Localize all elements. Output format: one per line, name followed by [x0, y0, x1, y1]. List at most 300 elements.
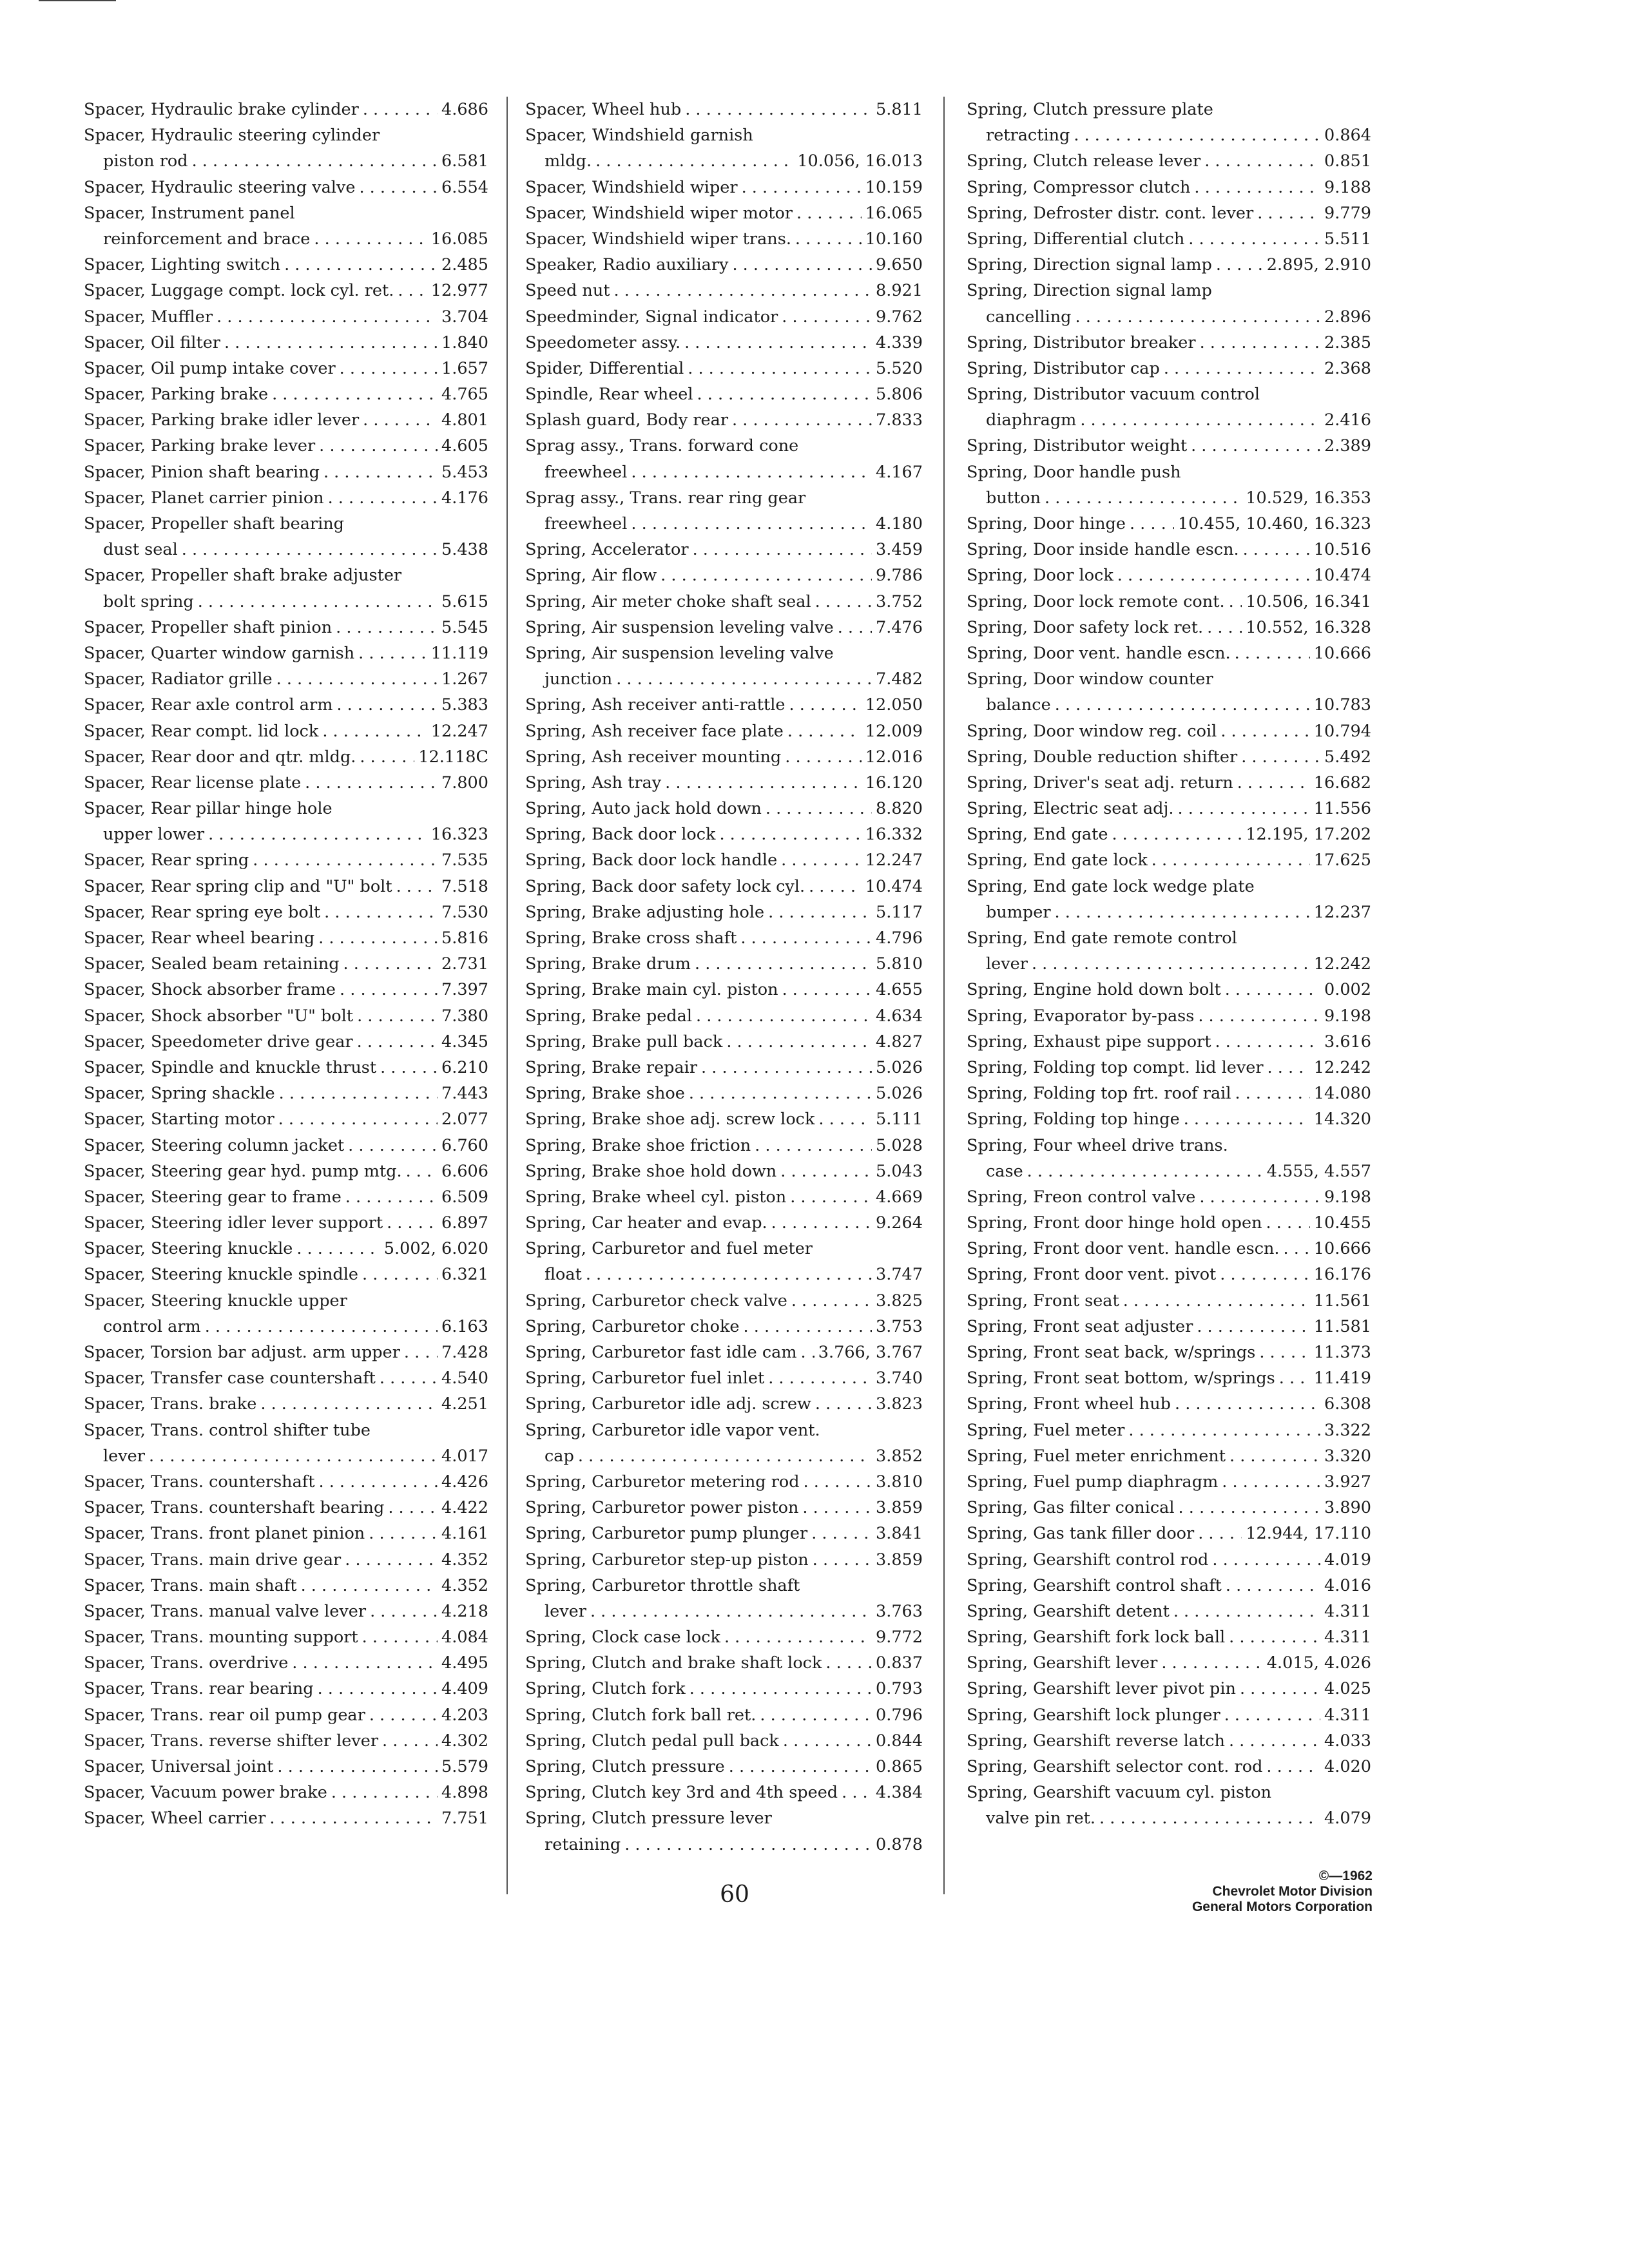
index-entry: [525, 537, 923, 562]
index-entry: [967, 1547, 1371, 1573]
dot-leader: [1173, 1599, 1320, 1624]
dot-leader: [1259, 1340, 1309, 1365]
entry-name: Spring, Four wheel drive trans.: [967, 1135, 1228, 1155]
entry-reference: 3.927: [1324, 1472, 1371, 1492]
dot-leader: [305, 770, 438, 796]
entry-name: Spring, Evaporator by-pass: [967, 1006, 1195, 1026]
dot-leader: [1200, 330, 1320, 356]
dot-leader: [331, 1780, 438, 1805]
entry-reference: 16.120: [865, 773, 923, 793]
entry-reference: 9.772: [875, 1628, 923, 1648]
entry-name: Spring, Brake repair: [525, 1057, 698, 1077]
dot-leader: [1235, 640, 1310, 666]
index-entry: [525, 1573, 923, 1599]
index-entry: [967, 1573, 1371, 1599]
index-entry: [967, 666, 1371, 692]
dot-leader: [791, 1288, 872, 1314]
entry-name: Spacer, Pinion shaft bearing: [84, 462, 320, 482]
dot-leader: [783, 1728, 872, 1754]
entry-name: valve pin ret.: [986, 1809, 1096, 1829]
entry-reference: 8.921: [875, 281, 923, 301]
entry-reference: 5.816: [441, 928, 488, 948]
entry-name: mldg.: [545, 151, 592, 171]
entry-name: Spring, Folding top compt. lid lever: [967, 1057, 1264, 1077]
index-entry: [84, 718, 488, 744]
entry-reference: 6.321: [441, 1265, 488, 1285]
entry-name: Spring, Door lock remote cont.: [967, 591, 1225, 611]
entry-name: Spring, Distributor cap: [967, 358, 1160, 378]
entry-name: Spring, Carburetor idle vapor vent.: [525, 1420, 820, 1440]
dot-leader: [789, 692, 862, 718]
dot-leader: [780, 1158, 872, 1184]
index-entry: [525, 1081, 923, 1106]
index-entry: [525, 1469, 923, 1495]
index-entry: [84, 1780, 488, 1805]
entry-name: Spacer, Trans. manual valve lever: [84, 1601, 367, 1621]
entry-name: float: [545, 1265, 582, 1285]
entry-reference: 12.050: [865, 695, 923, 715]
entry-reference: 3.747: [875, 1265, 923, 1285]
dot-leader: [253, 847, 438, 873]
dot-leader: [260, 1391, 438, 1417]
dot-leader: [1284, 1236, 1310, 1262]
entry-name: Spring, Brake shoe: [525, 1084, 685, 1104]
dot-leader: [842, 1780, 872, 1805]
entry-name: Spacer, Windshield wiper trans.: [525, 229, 791, 249]
dot-leader: [369, 1702, 438, 1728]
entry-reference: 6.554: [441, 177, 488, 197]
entry-name: Spring, Gearshift control rod: [967, 1550, 1209, 1570]
entry-reference: 7.833: [875, 410, 923, 430]
entry-name: Spacer, Steering knuckle upper: [84, 1291, 347, 1311]
index-entry: [84, 1106, 488, 1132]
dot-leader: [1099, 1805, 1320, 1831]
index-entry: [967, 951, 1371, 977]
index-entry: [84, 511, 488, 537]
entry-name: Spring, End gate: [967, 825, 1108, 845]
entry-name: Sprag assy., Trans. rear ring gear: [525, 488, 806, 508]
entry-name: Spring, Door handle push: [967, 462, 1181, 482]
entry-reference: 2.416: [1324, 410, 1371, 430]
entry-name: Spring, Clutch fork ball ret.: [525, 1705, 757, 1725]
dot-leader: [1123, 1288, 1310, 1314]
dot-leader: [590, 1599, 872, 1624]
entry-name: diaphragm: [986, 410, 1077, 430]
entry-name: Spring, Ash receiver anti-rattle: [525, 695, 786, 715]
entry-name: Spring, Clutch key 3rd and 4th speed: [525, 1783, 838, 1803]
entry-name: Spring, Front seat back, w/springs: [967, 1343, 1256, 1362]
entry-reference: 10.056, 16.013: [797, 151, 923, 171]
index-entry: [525, 1805, 923, 1831]
index-entry: [525, 1365, 923, 1391]
column-divider: [943, 97, 945, 1894]
entry-name: Spring, Brake cross shaft: [525, 928, 737, 948]
index-entry: [84, 304, 488, 330]
entry-name: Spring, Brake shoe adj. screw lock: [525, 1110, 815, 1129]
entry-name: Spacer, Oil filter: [84, 332, 220, 352]
dot-leader: [380, 1365, 438, 1391]
index-entry: [84, 1702, 488, 1728]
entry-reference: 5.806: [875, 385, 923, 405]
entry-name: bumper: [986, 902, 1051, 922]
entry-reference: 1.267: [441, 669, 488, 689]
entry-name: Speedminder, Signal indicator: [525, 307, 778, 327]
dot-leader: [363, 97, 438, 122]
dot-leader: [362, 1262, 438, 1287]
entry-reference: 3.616: [1324, 1032, 1371, 1052]
entry-reference: 12.944, 17.110: [1246, 1524, 1371, 1544]
index-entry: [967, 304, 1371, 330]
entry-name: Spacer, Steering gear to frame: [84, 1187, 342, 1207]
dot-leader: [1235, 1081, 1310, 1106]
dot-leader: [1152, 847, 1310, 873]
entry-name: Spring, Clutch pressure plate: [967, 100, 1213, 119]
dot-leader: [809, 874, 862, 899]
index-entry: [967, 381, 1371, 407]
entry-reference: 4.180: [875, 514, 923, 533]
entry-name: reinforcement and brace: [103, 229, 311, 249]
index-entry: [525, 433, 923, 459]
dot-leader: [1191, 433, 1320, 459]
dot-leader: [406, 1158, 438, 1184]
dot-leader: [336, 615, 438, 640]
entry-name: Spacer, Trans. mounting support: [84, 1628, 358, 1648]
entry-reference: 4.495: [441, 1653, 488, 1673]
dot-leader: [689, 1081, 872, 1106]
entry-reference: 5.615: [441, 591, 488, 611]
index-entry: [84, 770, 488, 796]
index-column-1: [84, 97, 488, 1832]
entry-name: Spring, Carburetor metering rod: [525, 1472, 800, 1492]
dot-leader: [277, 1754, 438, 1780]
index-entry: [967, 899, 1371, 925]
entry-name: Spacer, Rear axle control arm: [84, 695, 333, 715]
entry-name: Spacer, Steering gear hyd. pump mtg.: [84, 1161, 402, 1181]
dot-leader: [1268, 1055, 1310, 1081]
entry-name: Spring, Front door vent. handle escn.: [967, 1239, 1280, 1259]
entry-name: Spring, Carburetor step-up piston: [525, 1550, 809, 1570]
entry-reference: 11.561: [1313, 1291, 1371, 1311]
copyright-block: [1044, 1869, 1373, 1915]
entry-name: Spring, Auto jack hold down: [525, 799, 762, 819]
entry-name: Spacer, Parking brake: [84, 385, 269, 405]
entry-name: Spring, Clutch pedal pull back: [525, 1731, 779, 1751]
index-entry: [84, 175, 488, 200]
index-entry: [84, 977, 488, 1003]
dot-leader: [804, 1469, 872, 1495]
dot-leader: [695, 951, 872, 977]
index-entry: [84, 1495, 488, 1521]
entry-name: Spring, Electric seat adj.: [967, 799, 1174, 819]
entry-name: Spring, Carburetor and fuel meter: [525, 1239, 813, 1259]
index-entry: [84, 1055, 488, 1081]
dot-leader: [269, 1805, 438, 1831]
entry-reference: 9.198: [1324, 1006, 1371, 1026]
index-column-3: [967, 97, 1371, 1832]
index-entry: [84, 252, 488, 278]
index-entry: [84, 1469, 488, 1495]
entry-reference: 6.606: [441, 1161, 488, 1181]
dot-leader: [1220, 1262, 1309, 1287]
entry-name: Spring, Fuel meter enrichment: [967, 1446, 1226, 1466]
entry-name: Spring, Front seat bottom, w/springs: [967, 1369, 1275, 1389]
index-entry: [84, 1624, 488, 1650]
entry-reference: 4.218: [441, 1601, 488, 1621]
entry-reference: 16.323: [430, 825, 488, 845]
entry-reference: 3.841: [875, 1524, 923, 1544]
entry-reference: 6.308: [1324, 1394, 1371, 1414]
entry-name: Spacer, Spindle and knuckle thrust: [84, 1057, 377, 1077]
index-entry: [967, 1158, 1371, 1184]
entry-name: Spring, Gas tank filler door: [967, 1524, 1195, 1544]
entry-name: Spring, Gearshift lever: [967, 1653, 1158, 1673]
index-entry: [967, 433, 1371, 459]
entry-name: Spring, Door window reg. coil: [967, 721, 1217, 741]
index-entry: [967, 1133, 1371, 1158]
entry-reference: 10.474: [865, 876, 923, 896]
entry-reference: 4.025: [1324, 1679, 1371, 1699]
entry-name: Spacer, Spring shackle: [84, 1084, 275, 1104]
index-entry: [525, 1184, 923, 1210]
entry-name: Spacer, Wheel carrier: [84, 1809, 266, 1829]
dot-leader: [1197, 1314, 1309, 1340]
entry-reference: 5.811: [875, 100, 923, 119]
entry-name: Spacer, Rear pillar hinge hole: [84, 799, 333, 819]
entry-name: Spring, Accelerator: [525, 540, 689, 560]
entry-name: balance: [986, 695, 1051, 715]
entry-reference: 4.384: [875, 1783, 923, 1803]
entry-reference: 4.540: [441, 1369, 488, 1389]
index-entry: [967, 847, 1371, 873]
entry-reference: 6.210: [441, 1057, 488, 1077]
entry-name: Spring, Air flow: [525, 566, 657, 586]
entry-name: Spring, Carburetor idle adj. screw: [525, 1394, 811, 1414]
entry-name: Spring, Fuel pump diaphragm: [967, 1472, 1219, 1492]
dot-leader: [359, 175, 438, 200]
index-entry: [967, 278, 1371, 303]
index-entry: [525, 744, 923, 770]
dot-leader: [1188, 226, 1320, 252]
entry-name: Spring, Door safety lock ret.: [967, 617, 1204, 637]
dot-leader: [732, 252, 872, 278]
dot-leader: [595, 148, 793, 174]
entry-name: Sprag assy., Trans. forward cone: [525, 436, 799, 456]
entry-name: Spring, Brake wheel cyl. piston: [525, 1187, 787, 1207]
entry-name: Spacer, Rear compt. lid lock: [84, 721, 319, 741]
entry-reference: 9.198: [1324, 1187, 1371, 1207]
index-entry: [84, 537, 488, 562]
entry-name: Speed nut: [525, 281, 610, 301]
entry-name: cancelling: [986, 307, 1072, 327]
entry-reference: 4.555, 4.557: [1266, 1161, 1371, 1181]
index-entry: [84, 97, 488, 122]
dot-leader: [815, 589, 872, 615]
entry-name: Spacer, Trans. brake: [84, 1394, 257, 1414]
entry-reference: 7.397: [441, 980, 488, 1000]
dot-leader: [782, 304, 872, 330]
entry-reference: 4.161: [441, 1524, 488, 1544]
dot-leader: [740, 925, 872, 951]
entry-name: Spacer, Trans. control shifter tube: [84, 1420, 371, 1440]
entry-name: control arm: [103, 1316, 201, 1336]
entry-reference: 4.352: [441, 1575, 488, 1595]
entry-name: Spacer, Radiator grille: [84, 669, 273, 689]
index-entry: [967, 1650, 1371, 1676]
index-entry: [967, 1443, 1371, 1469]
entry-name: Spring, Gearshift reverse latch: [967, 1731, 1225, 1751]
corporation-name: General Motors Corporation: [1191, 1899, 1373, 1914]
index-entry: [525, 847, 923, 873]
dot-leader: [732, 407, 872, 433]
entry-reference: 3.763: [875, 1601, 923, 1621]
dot-leader: [1237, 770, 1310, 796]
entry-name: Spindle, Rear wheel: [525, 385, 693, 405]
dot-leader: [1112, 822, 1242, 847]
dot-leader: [1266, 1754, 1320, 1780]
index-entry: [967, 1599, 1371, 1624]
entry-reference: 8.820: [875, 799, 923, 819]
entry-name: Spacer, Trans. front planet pinion: [84, 1524, 365, 1544]
entry-name: Spacer, Rear door and qtr. mldg.: [84, 747, 356, 767]
entry-reference: 1.657: [441, 358, 488, 378]
entry-name: Spring, Front wheel hub: [967, 1394, 1171, 1414]
entry-name: Spring, Driver's seat adj. return: [967, 773, 1233, 793]
entry-name: Spacer, Propeller shaft brake adjuster: [84, 566, 402, 586]
index-entry: [967, 925, 1371, 951]
dot-leader: [1117, 562, 1310, 588]
index-entry: [84, 1003, 488, 1029]
dot-leader: [760, 1702, 872, 1728]
dot-leader: [1055, 899, 1310, 925]
dot-leader: [340, 977, 438, 1003]
dot-leader: [1198, 1003, 1320, 1029]
index-entry: [525, 1158, 923, 1184]
entry-name: Spring, Gearshift fork lock ball: [967, 1628, 1226, 1648]
entry-name: Spacer, Starting motor: [84, 1110, 275, 1129]
entry-reference: 0.878: [875, 1834, 923, 1854]
index-column-2: [525, 97, 923, 1858]
entry-reference: 3.704: [441, 307, 488, 327]
dot-leader: [1257, 200, 1320, 226]
index-entry: [525, 148, 923, 174]
column-divider: [506, 97, 508, 1894]
dot-leader: [815, 1391, 872, 1417]
index-entry: [967, 1029, 1371, 1055]
entry-name: Spring, Carburetor choke: [525, 1316, 740, 1336]
entry-name: Spacer, Trans. reverse shifter lever: [84, 1731, 379, 1751]
index-entry: [84, 640, 488, 666]
entry-reference: 2.895, 2.910: [1266, 255, 1371, 275]
entry-reference: 4.251: [441, 1394, 488, 1414]
entry-reference: 4.020: [1324, 1757, 1371, 1776]
entry-reference: 0.837: [875, 1653, 923, 1673]
index-entry: [967, 615, 1371, 640]
dot-leader: [192, 148, 438, 174]
entry-reference: 1.840: [441, 332, 488, 352]
index-entry: [525, 175, 923, 200]
entry-reference: 10.506, 16.341: [1246, 591, 1371, 611]
entry-reference: 2.385: [1324, 332, 1371, 352]
index-entry: [967, 1210, 1371, 1236]
entry-name: Spring, Carburetor power piston: [525, 1498, 799, 1518]
dot-leader: [811, 1521, 872, 1546]
entry-name: Spring, Defroster distr. cont. lever: [967, 203, 1254, 223]
entry-reference: 2.368: [1324, 358, 1371, 378]
dot-leader: [1027, 1158, 1263, 1184]
entry-name: Spring, Brake main cyl. piston: [525, 980, 778, 1000]
index-entry: [84, 1418, 488, 1443]
entry-name: Spring, Gearshift selector cont. rod: [967, 1757, 1263, 1776]
index-entry: [525, 226, 923, 252]
entry-reference: 2.896: [1324, 307, 1371, 327]
entry-name: freewheel: [545, 462, 628, 482]
entry-reference: 7.751: [441, 1809, 488, 1829]
index-entry: [84, 692, 488, 718]
index-entry: [84, 1236, 488, 1262]
entry-name: Spacer, Trans. rear oil pump gear: [84, 1705, 365, 1725]
entry-reference: 4.898: [441, 1783, 488, 1803]
index-entry: [84, 1728, 488, 1754]
entry-reference: 10.552, 16.328: [1246, 617, 1371, 637]
entry-reference: 4.634: [875, 1006, 923, 1026]
index-entry: [967, 640, 1371, 666]
index-entry: [967, 226, 1371, 252]
entry-name: Spring, Engine hold down bolt: [967, 980, 1221, 1000]
dot-leader: [387, 1210, 438, 1236]
index-entry: [84, 796, 488, 822]
entry-name: Spacer, Hydraulic brake cylinder: [84, 100, 359, 119]
index-entry: [525, 304, 923, 330]
dot-leader: [1194, 175, 1320, 200]
index-entry: [84, 925, 488, 951]
entry-name: Spacer, Speedometer drive gear: [84, 1032, 353, 1052]
entry-name: Spring, End gate remote control: [967, 928, 1237, 948]
entry-name: Spring, Gearshift vacuum cyl. piston: [967, 1783, 1272, 1803]
entry-reference: 5.492: [1324, 747, 1371, 767]
dot-leader: [1198, 1521, 1242, 1546]
entry-reference: 5.810: [875, 954, 923, 974]
entry-name: Spring, Distributor breaker: [967, 332, 1196, 352]
dot-leader: [766, 796, 872, 822]
entry-reference: 7.380: [441, 1006, 488, 1026]
index-entry: [525, 977, 923, 1003]
index-entry: [84, 1599, 488, 1624]
entry-reference: 4.669: [875, 1187, 923, 1207]
dot-leader: [318, 925, 438, 951]
index-entry: [967, 874, 1371, 899]
index-entry: [84, 1288, 488, 1314]
entry-reference: 7.476: [875, 617, 923, 637]
index-entry: [525, 822, 923, 847]
entry-reference: 14.080: [1313, 1084, 1371, 1104]
dot-leader: [1229, 1443, 1320, 1469]
index-entry: [525, 381, 923, 407]
index-entry: [84, 485, 488, 511]
entry-reference: 4.167: [875, 462, 923, 482]
dot-leader: [1204, 148, 1320, 174]
entry-reference: 10.666: [1313, 1239, 1371, 1259]
dot-leader: [768, 1365, 872, 1391]
dot-leader: [322, 718, 427, 744]
index-entry: [525, 1832, 923, 1858]
entry-name: Spring, End gate lock wedge plate: [967, 876, 1255, 896]
index-entry: [525, 1288, 923, 1314]
dot-leader: [813, 1547, 872, 1573]
entry-reference: 9.779: [1324, 203, 1371, 223]
entry-name: Spring, Gearshift lever pivot pin: [967, 1679, 1236, 1699]
entry-reference: 10.455: [1313, 1213, 1371, 1233]
index-entry: [967, 1495, 1371, 1521]
